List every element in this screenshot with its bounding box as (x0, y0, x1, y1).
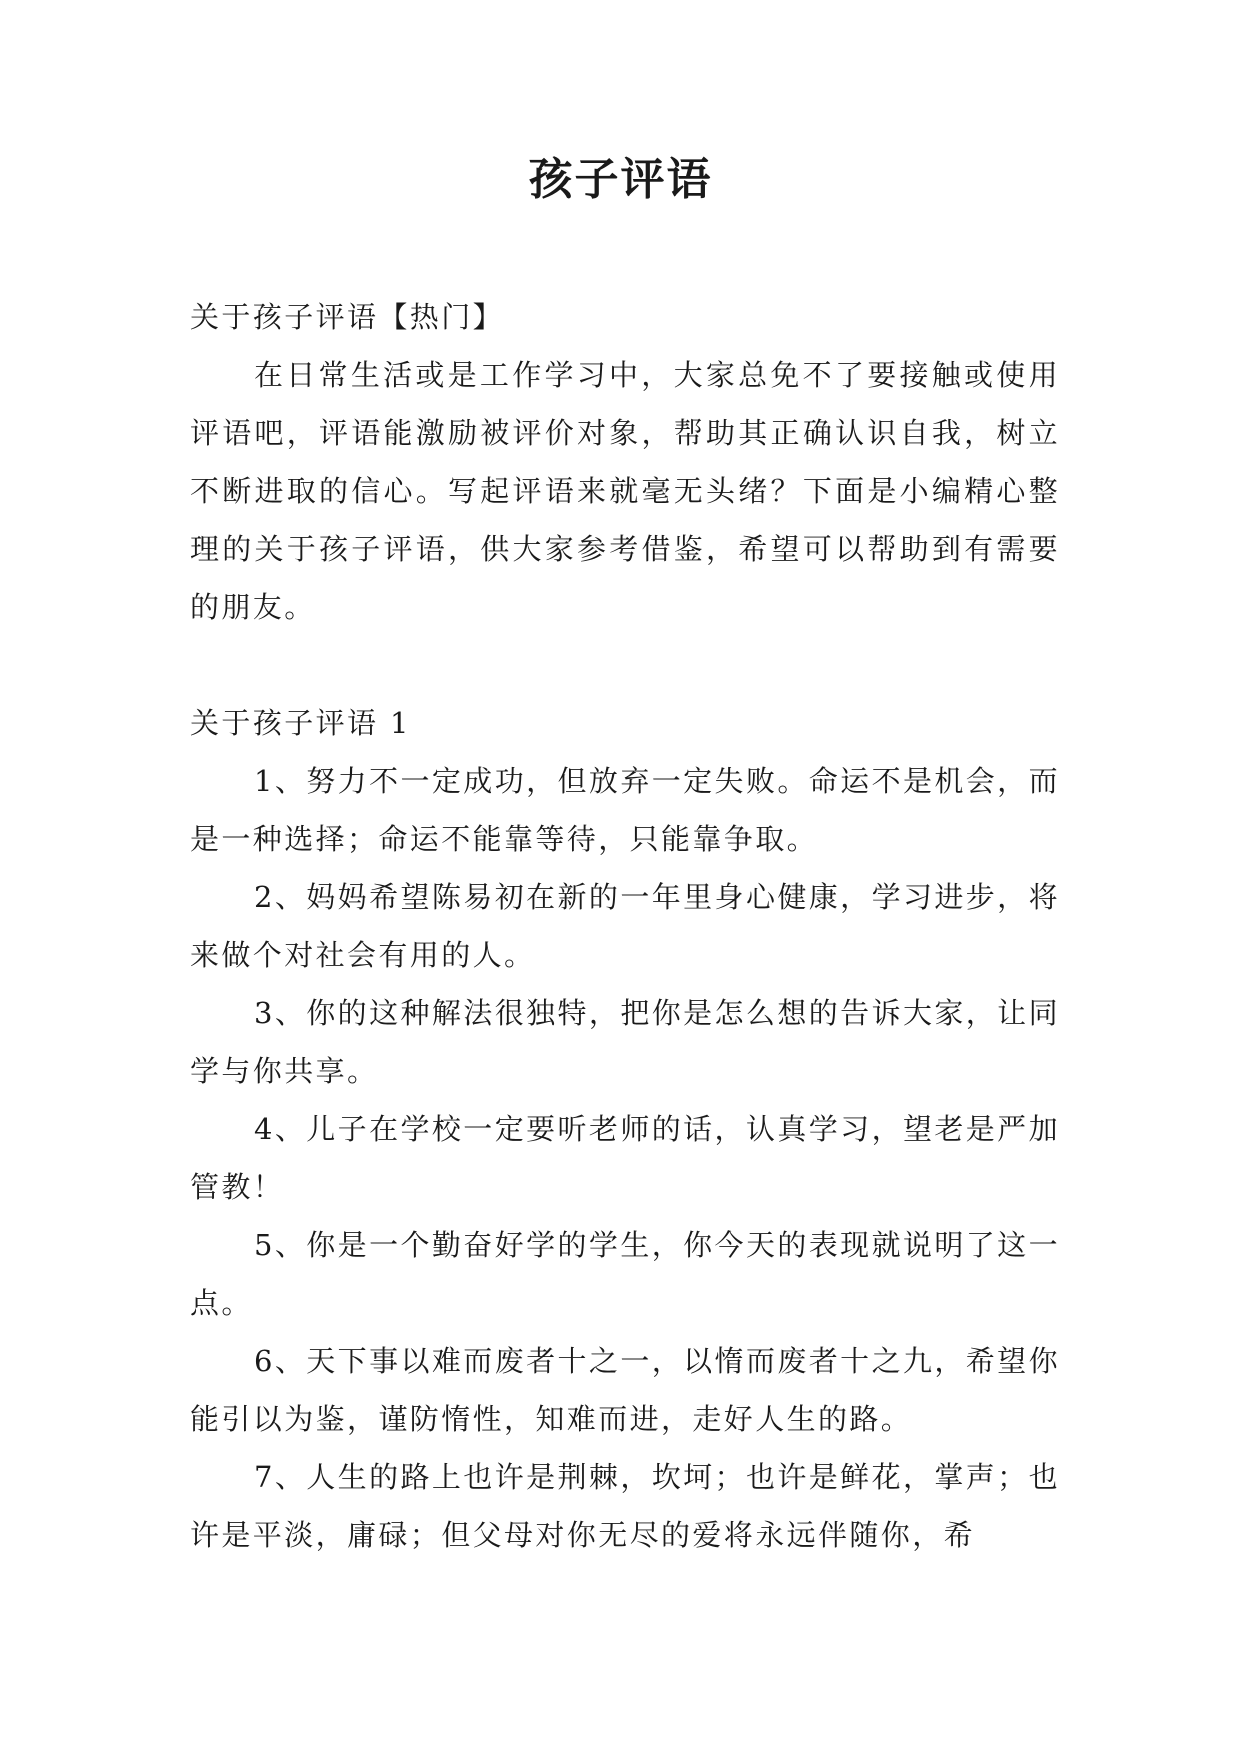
document-title: 孩子评语 (528, 154, 713, 205)
section-heading: 关于孩子评语【热门】 (190, 300, 505, 334)
comment-item: 1、努力不一定成功，但放弃一定失败。命运不是机会，而是一种选择；命运不能靠等待，只能靠争取。 (190, 764, 1060, 856)
section-spacer (190, 636, 1060, 694)
comment-item: 3、你的这种解法很独特，把你是怎么想的告诉大家，让同学与你共享。 (190, 996, 1060, 1088)
intro-paragraph: 在日常生活或是工作学习中，大家总免不了要接触或使用评语吧，评语能激励被评价对象，帮助其正确认识自我，树立不断进取的信心。写起评语来就毫无头绪？下面是小编精心整理的关于孩子评语，供大家参考借鉴，希望可以帮助到有需要的朋友。 (190, 358, 1060, 624)
comment-item: 5、你是一个勤奋好学的学生，你今天的表现就说明了这一点。 (190, 1228, 1060, 1320)
comment-item: 4、儿子在学校一定要听老师的话，认真学习，望老是严加管教！ (190, 1112, 1060, 1204)
comment-item: 2、妈妈希望陈易初在新的一年里身心健康，学习进步，将来做个对社会有用的人。 (190, 880, 1060, 972)
comment-item: 7、人生的路上也许是荆棘，坎坷；也许是鲜花，掌声；也许是平淡，庸碌；但父母对你无尽的爱将永远伴随你，希 (190, 1460, 1060, 1552)
section-heading: 关于孩子评语 1 (190, 706, 411, 740)
comment-item: 6、天下事以难而废者十之一，以惰而废者十之九，希望你能引以为鉴，谨防惰性，知难而进，走好人生的路。 (190, 1344, 1060, 1436)
document-body (190, 288, 1060, 1564)
